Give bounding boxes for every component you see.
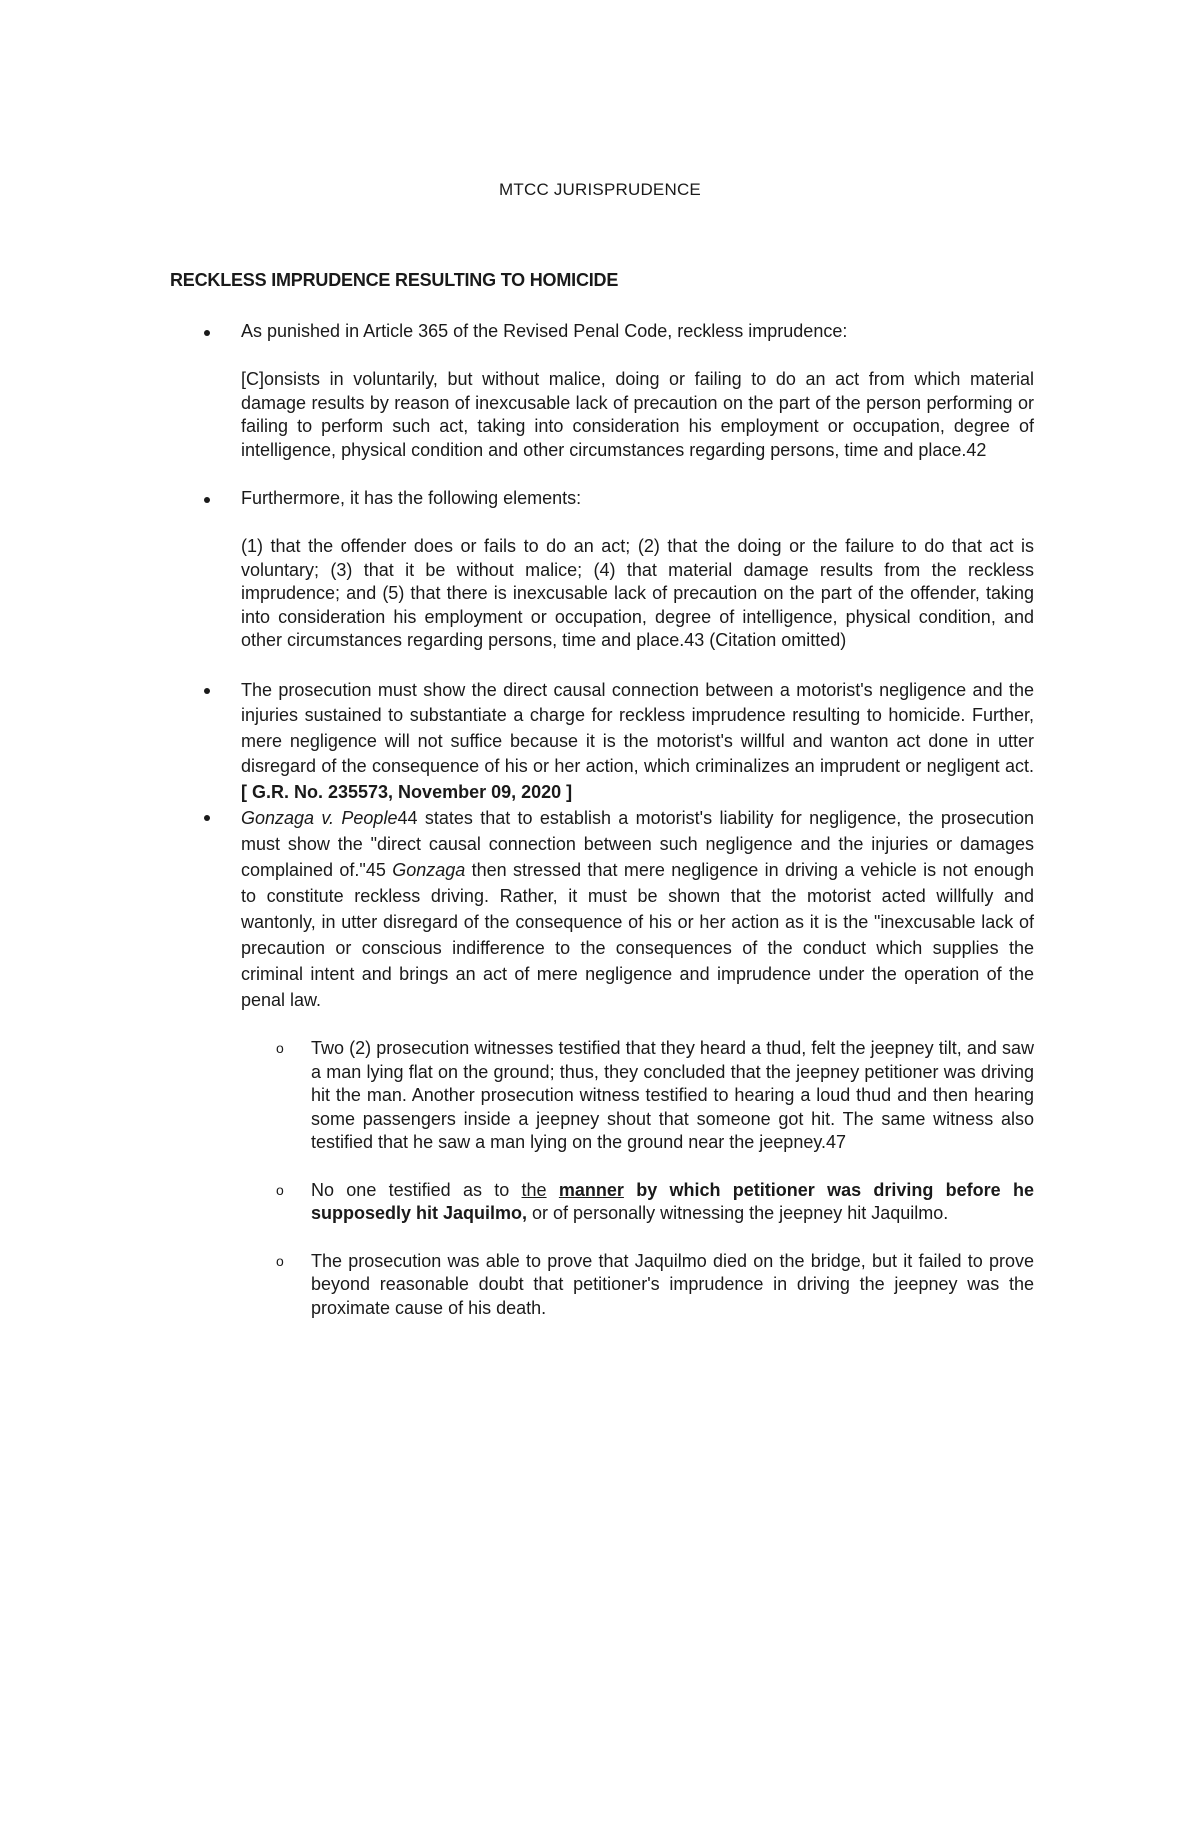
sub-list-item [170,1250,1034,1321]
bullet-text: Furthermore, it has the following elements: [241,488,582,508]
sub-bullet-icon: o [276,1040,284,1056]
sub-bullet-icon: o [276,1181,284,1198]
bullet-dot-icon [204,815,210,821]
sub-list-item [170,1037,1034,1155]
underlined-text: the [521,1179,547,1200]
bullet-dot-icon [204,497,210,503]
bullet-item [170,487,1034,510]
bullet-text: The prosecution must show the direct causal connection between a motorist's negligence and the injuries sustained to substantiate a charge for reckless imprudence resulting to homicide. Further, mere negligence will not suffice because it is the motorist's willful and wanton act done in utter disregard of the consequence of his or her action, which criminalizes an imprudent or negligent act. [241,679,1034,776]
bullet-item [170,805,1034,1013]
emphasis-text: manner [558,1179,624,1200]
case-citation: [ G.R. No. 235573, November 09, 2020 ] [241,781,573,802]
bullet-text: As punished in Article 365 of the Revised Penal Code, reckless imprudence: [241,321,848,341]
footnote-ref: 44 [397,808,418,828]
bullet-item [170,320,1034,343]
sub-item-text: No one testified as to [311,1179,522,1200]
case-short-name: Gonzaga [392,860,466,880]
footnote-ref: 45 [365,860,386,880]
block-quote: [C]onsists in voluntarily, but without malice, doing or failing to do an act from which material damage results by reason of inexcusable lack of precaution on the part of the person performing or failing to perform such act, taking into consideration his employment or occupation, degree of intelligence, physical condition and other circumstances regarding persons, time and place.42 [241,369,1034,460]
case-name: Gonzaga v. People [241,808,398,828]
sub-item-text: Two (2) prosecution witnesses testified that they heard a thud, felt the jeepney tilt, and saw a man lying flat on the ground; thus, they concluded that the jeepney petitioner was driving hit the man. Another prosecution witness testified to hearing a loud thud and then hearing some passengers inside a jeepney shout that someone got hit. The same witness also testified that he saw a man lying on the ground near the jeepney.47 [311,1038,1034,1152]
sub-list [170,1037,1034,1320]
document-body [170,320,1034,1344]
sub-item-text: or of personally witnessing the jeepney hit Jaquilmo. [527,1203,949,1223]
bullet-text: then stressed that mere negligence in driving a vehicle is not enough to constitute reckless driving. Rather, it must be shown that the motorist acted willfully and wantonly, in utter disregard of the consequence of his or her action as it is the "inexcusable lack of precaution or conscious indifference to the consequences of the conduct which supplies the criminal intent and brings an act of mere negligence and imprudence under the operation of the penal law. [241,860,1034,1010]
bullet-text: states that to establish a motorist's liability for negligence, the prosecution must show the "direct causal connection between such negligence and the injuries or damages complained of." [241,808,1034,880]
document-header: MTCC JURISPRUDENCE [499,180,701,199]
bullet-item [170,678,1034,806]
section-title: RECKLESS IMPRUDENCE RESULTING TO HOMICIDE [170,270,619,290]
sub-list-item [170,1179,1034,1226]
bullet-dot-icon [204,330,210,336]
block-quote: (1) that the offender does or fails to do an act; (2) that the doing or the failure to do that act is voluntary; (3) that it be without malice; (4) that material damage results from the reckless imprudence; and (5) that there is inexcusable lack of precaution on the part of the offender, taking into consideration his employment or occupation, degree of intelligence, physical condition, and other circumstances regarding persons, time and place.43 (Citation omitted) [241,536,1034,650]
bold-text: by which petitioner was driving before he supposedly hit Jaquilmo, [311,1179,1034,1223]
sub-bullet-icon: o [276,1252,284,1269]
bullet-dot-icon [204,688,210,694]
space [547,1180,559,1200]
sub-item-text: The prosecution was able to prove that Jaquilmo died on the bridge, but it failed to prove beyond reasonable doubt that petitioner's imprudence in driving the jeepney was the proximate cause of his death. [311,1250,1034,1318]
